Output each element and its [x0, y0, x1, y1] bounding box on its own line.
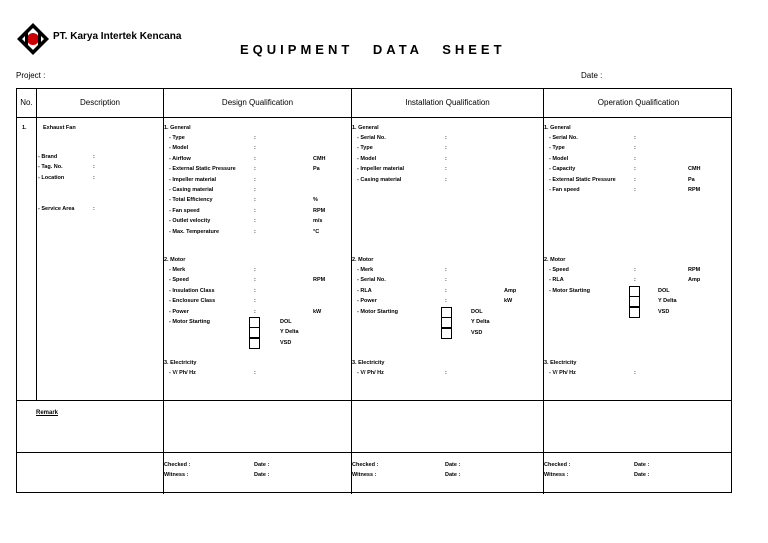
- design-general-label: - Outlet velocity: [169, 218, 211, 225]
- design-general-label: - Max. Temperature: [169, 228, 220, 235]
- design-motor-label: - Merk: [169, 267, 186, 273]
- colon: :: [445, 267, 447, 273]
- header-operation: Operation Qualification: [597, 98, 680, 107]
- row-divider: [17, 400, 731, 401]
- operation-general-label: - External Static Pressure: [549, 176, 616, 183]
- desc-service-area: - Service Area: [38, 206, 75, 212]
- colon: :: [445, 176, 447, 183]
- item-number: 1.: [22, 125, 27, 131]
- design-general-label: - Casing material: [169, 187, 214, 193]
- colon: :: [254, 370, 256, 376]
- design-motor-label: - Power: [169, 308, 189, 315]
- design-general-label: - Airflow: [169, 155, 191, 162]
- project-label: Project :: [16, 71, 46, 80]
- operation-elec-title: 3. Electricity: [544, 360, 577, 366]
- design-elec-title: 3. Electricity: [164, 360, 197, 366]
- starting-checkbox[interactable]: [629, 286, 640, 297]
- installation-general-label: - Impeller material: [357, 166, 405, 173]
- date-label: Date :: [581, 71, 603, 80]
- header-no: No.: [20, 98, 33, 107]
- installation-motor-label: - Motor Starting: [357, 308, 398, 315]
- row-divider: [17, 117, 731, 118]
- design-general-title: 1. General: [164, 125, 191, 131]
- colon: :: [254, 267, 256, 273]
- operation-motor-label: - Motor Starting: [549, 287, 590, 294]
- starting-option-label: VSD: [471, 329, 483, 336]
- starting-checkbox[interactable]: [629, 307, 640, 318]
- design-motor-title: 2. Motor: [164, 257, 186, 263]
- install-elec-title: 3. Electricity: [352, 360, 385, 366]
- operation-general-label: - Fan speed: [549, 187, 580, 193]
- starting-checkbox[interactable]: [249, 327, 260, 338]
- design-general-label: - Fan speed: [169, 207, 200, 214]
- desc-location: - Location: [38, 175, 65, 181]
- colon: :: [445, 166, 447, 173]
- design-date-label: Date :: [254, 462, 270, 468]
- design-general-unit: Pa: [313, 166, 320, 173]
- equipment-table: [16, 88, 732, 493]
- design-general-unit: m/s: [313, 218, 323, 225]
- document-title: EQUIPMENT DATA SHEET: [240, 42, 506, 57]
- starting-option-label: DOL: [658, 288, 670, 294]
- install-elec-row: - V/ Ph/ Hz: [357, 370, 384, 376]
- colon: :: [254, 228, 256, 235]
- remark-label: Remark: [36, 410, 59, 416]
- colon: :: [634, 277, 636, 284]
- operation-general-title: 1. General: [544, 125, 571, 131]
- colon: :: [254, 176, 256, 183]
- colon: :: [445, 155, 447, 162]
- operation-elec-row: - V/ Ph/ Hz: [549, 370, 576, 376]
- header-design: Design Qualification: [221, 98, 294, 107]
- desc-tag-no: - Tag. No.: [38, 164, 63, 170]
- colon: :: [93, 175, 95, 181]
- colon: :: [445, 145, 447, 152]
- installation-motor-label: - Merk: [357, 267, 374, 273]
- design-general-label: - Type: [169, 135, 185, 141]
- installation-motor-label: - Power: [357, 298, 377, 305]
- item-name: Exhaust Fan: [43, 125, 76, 131]
- starting-checkbox[interactable]: [249, 338, 260, 349]
- starting-checkbox[interactable]: [249, 317, 260, 328]
- operation-witness-label: Witness :: [544, 472, 569, 478]
- colon: :: [254, 277, 256, 284]
- starting-checkbox[interactable]: [441, 307, 452, 318]
- starting-option-label: VSD: [658, 308, 670, 315]
- operation-date-label: Date :: [634, 472, 650, 478]
- starting-option-label: Y Delta: [280, 329, 299, 336]
- design-motor-label: - Enclosure Class: [169, 298, 216, 305]
- design-general-unit: RPM: [313, 207, 326, 214]
- colon: :: [254, 197, 256, 204]
- colon: :: [445, 287, 447, 294]
- design-motor-label: - Speed: [169, 277, 189, 284]
- header-description: Description: [79, 98, 120, 107]
- starting-option-label: DOL: [471, 309, 483, 315]
- operation-general-label: - Serial No.: [549, 135, 578, 141]
- starting-checkbox[interactable]: [441, 328, 452, 339]
- design-witness-label: Witness :: [164, 472, 189, 478]
- starting-option-label: VSD: [280, 339, 292, 346]
- colon: :: [634, 176, 636, 183]
- colon: :: [254, 135, 256, 141]
- col-divider: [163, 89, 164, 494]
- install-motor-title: 2. Motor: [352, 257, 374, 263]
- install-checked-label: Checked :: [352, 462, 379, 468]
- design-motor-unit: RPM: [313, 277, 326, 284]
- design-general-label: - Total Efficiency: [169, 197, 213, 204]
- colon: :: [634, 370, 636, 376]
- install-date-label: Date :: [445, 462, 461, 468]
- colon: :: [445, 370, 447, 376]
- colon: :: [93, 164, 95, 170]
- install-witness-label: Witness :: [352, 472, 377, 478]
- starting-checkbox[interactable]: [629, 296, 640, 307]
- operation-date-label: Date :: [634, 462, 650, 468]
- col-divider: [351, 89, 352, 494]
- design-general-label: - Impeller material: [169, 176, 217, 183]
- starting-option-label: Y Delta: [471, 319, 490, 326]
- installation-general-label: - Serial No.: [357, 135, 386, 141]
- colon: :: [634, 267, 636, 273]
- design-motor-label: - Motor Starting: [169, 319, 210, 325]
- header-installation: Installation Qualification: [405, 98, 490, 107]
- starting-option-label: DOL: [280, 319, 292, 325]
- installation-motor-unit: Amp: [504, 287, 517, 294]
- operation-general-unit: Pa: [688, 176, 695, 183]
- operation-general-label: - Capacity: [549, 166, 576, 173]
- operation-motor-label: - Speed: [549, 267, 569, 273]
- company-name: PT. Karya Intertek Kencana: [53, 31, 182, 42]
- operation-checked-label: Checked :: [544, 462, 571, 468]
- installation-motor-label: - Serial No.: [357, 277, 386, 284]
- installation-general-label: - Casing material: [357, 176, 402, 183]
- design-motor-unit: kW: [313, 308, 322, 315]
- colon: :: [634, 155, 636, 162]
- col-divider: [543, 89, 544, 494]
- operation-motor-unit: Amp: [688, 277, 701, 284]
- colon: :: [634, 145, 636, 152]
- colon: :: [254, 155, 256, 162]
- design-motor-label: - Insulation Class: [169, 287, 215, 294]
- colon: :: [445, 277, 447, 284]
- operation-motor-title: 2. Motor: [544, 257, 566, 263]
- starting-checkbox[interactable]: [441, 317, 452, 328]
- desc-brand: - Brand: [38, 154, 58, 160]
- colon: :: [93, 154, 95, 160]
- col-divider: [36, 89, 37, 400]
- colon: :: [254, 187, 256, 193]
- operation-motor-label: - RLA: [549, 277, 564, 284]
- colon: :: [254, 298, 256, 305]
- installation-motor-unit: kW: [504, 298, 513, 305]
- design-general-label: - External Static Pressure: [169, 166, 236, 173]
- design-general-unit: %: [313, 197, 318, 204]
- install-general-title: 1. General: [352, 125, 379, 131]
- installation-motor-label: - RLA: [357, 287, 372, 294]
- colon: :: [445, 298, 447, 305]
- colon: :: [254, 218, 256, 225]
- row-divider: [17, 452, 731, 453]
- operation-motor-unit: RPM: [688, 267, 701, 273]
- operation-general-unit: RPM: [688, 187, 701, 193]
- design-elec-row: - V/ Ph/ Hz: [169, 370, 196, 376]
- colon: :: [634, 187, 636, 193]
- colon: :: [254, 145, 256, 152]
- design-checked-label: Checked :: [164, 462, 191, 468]
- operation-general-label: - Model: [549, 155, 569, 162]
- colon: :: [254, 166, 256, 173]
- starting-option-label: Y Delta: [658, 298, 677, 305]
- colon: :: [254, 287, 256, 294]
- design-general-label: - Model: [169, 145, 189, 152]
- colon: :: [254, 207, 256, 214]
- colon: :: [445, 135, 447, 141]
- installation-general-label: - Model: [357, 155, 377, 162]
- install-date-label: Date :: [445, 472, 461, 478]
- design-date-label: Date :: [254, 472, 270, 478]
- company-logo: [16, 22, 50, 56]
- colon: :: [634, 135, 636, 141]
- colon: :: [634, 166, 636, 173]
- design-general-unit: CMH: [313, 155, 326, 162]
- operation-general-unit: CMH: [688, 166, 701, 173]
- installation-general-label: - Type: [357, 145, 373, 152]
- colon: :: [254, 308, 256, 315]
- design-general-unit: °C: [313, 228, 320, 235]
- operation-general-label: - Type: [549, 145, 565, 152]
- colon: :: [93, 206, 95, 212]
